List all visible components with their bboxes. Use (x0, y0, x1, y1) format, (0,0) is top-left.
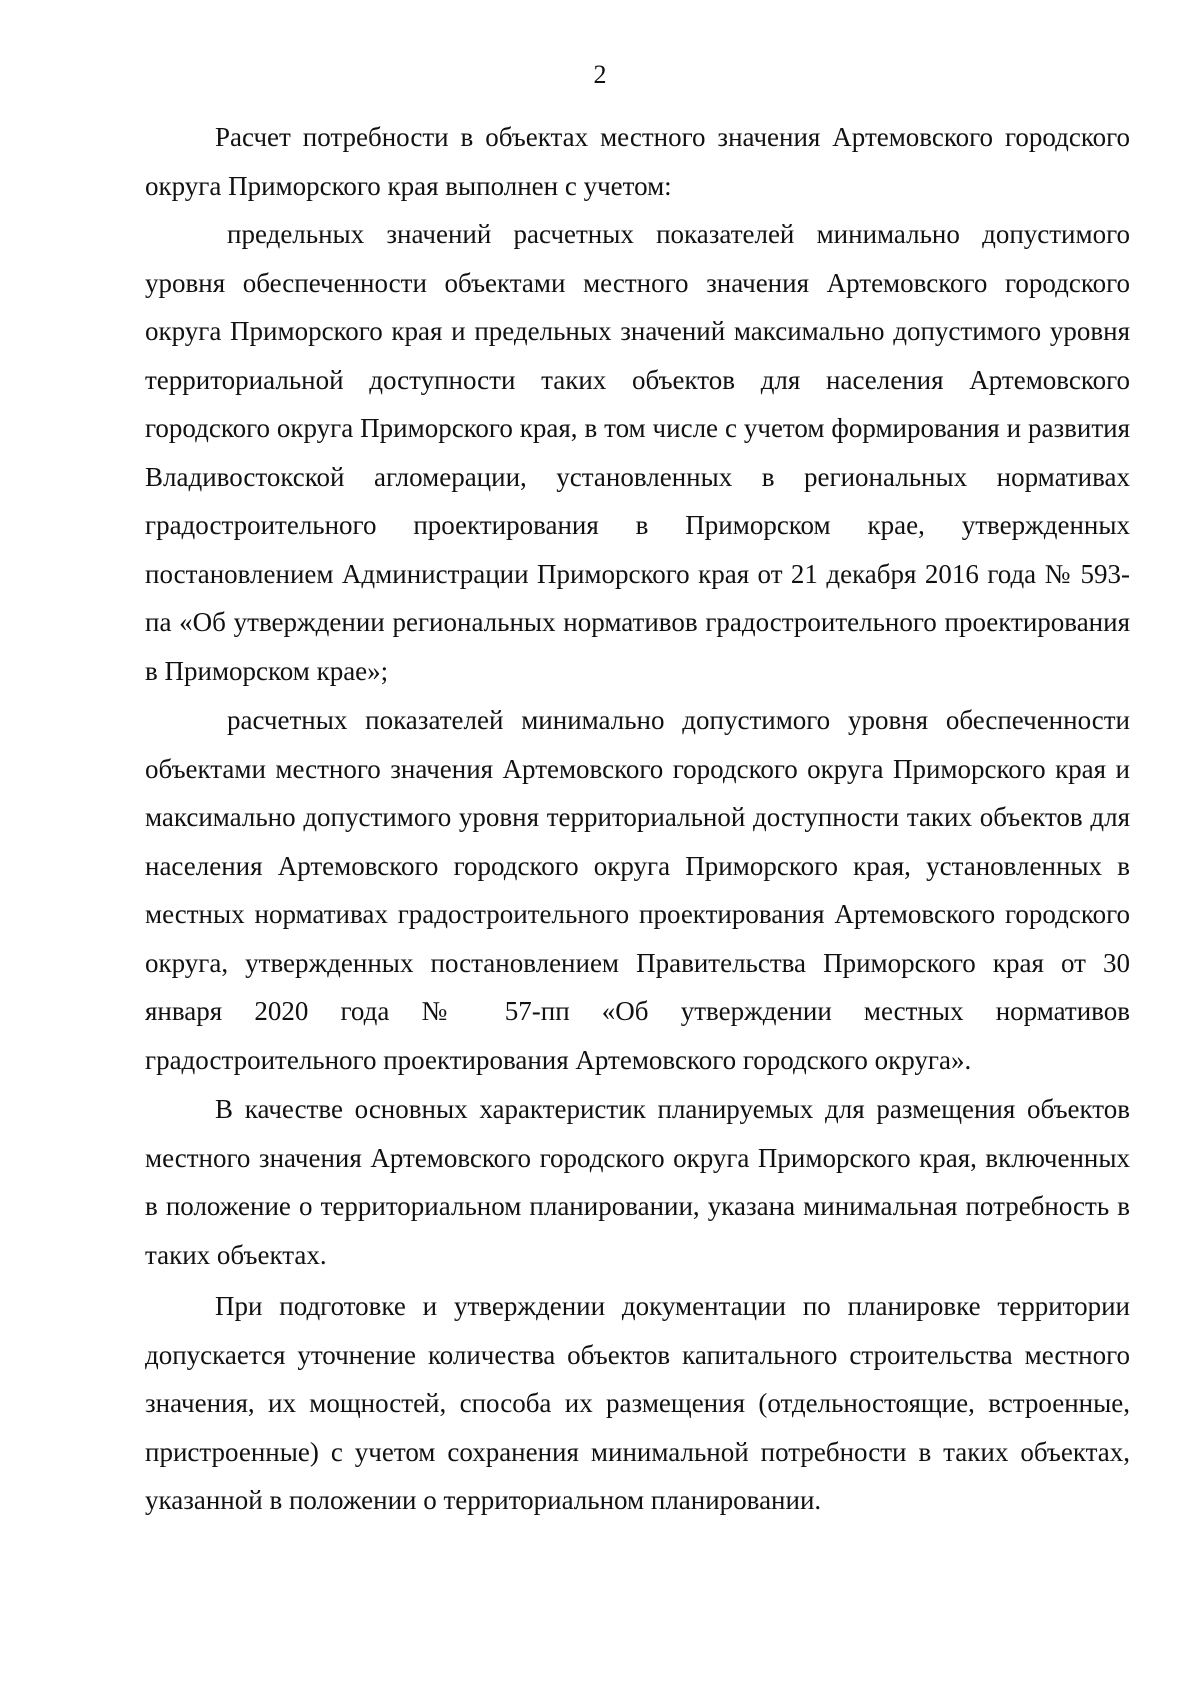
paragraph-regional-norms: предельных значений расчетных показателей минимально допустимого уровня обеспеченности объектами местного значения Артемовского городского округа Приморского края и предельных значений максимально допустимого уровня территориальной доступности таких объектов для населения Артемовского городского округа Приморского края, в том числе с учетом формирования и развития Владивостокской агломерации, установленных в региональных нормативах градостроительного проектирования в Приморском крае, утвержденных постановлением Администрации Приморского края от 21 декабря 2016 года № 593-па «Об утверждении региональных нормативов градостроительного проектирования в Приморском крае»; (145, 219, 1130, 686)
document-body (145, 113, 1130, 1525)
page-number: 2 (593, 60, 607, 89)
paragraph-characteristics: В качестве основных характеристик планируемых для размещения объектов местного значения Артемовского городского округа Приморского края, включенных в положение о территориальном планировании, указана минимальная потребность в таких объектах. (145, 1094, 1130, 1270)
paragraph-planning-docs: При подготовке и утверждении документации по планировке территории допускается уточнение количества объектов капитального строительства местного значения, их мощностей, способа их размещения (отдельностоящие, встроенные, пристроенные) с учетом сохранения минимальной потребности в таких объектах, указанной в положении о территориальном планировании. (145, 1291, 1130, 1515)
paragraph-intro: Расчет потребности в объектах местного значения Артемовского городского округа Приморского края выполнен с учетом: (145, 122, 1130, 201)
paragraph-local-norms: расчетных показателей минимально допустимого уровня обеспеченности объектами местного значения Артемовского городского округа Приморского края и максимально допустимого уровня территориальной доступности таких объектов для населения Артемовского городского округа Приморского края, установленных в местных нормативах градостроительного проектирования Артемовского городского округа, утвержденных постановлением Правительства Приморского края от 30 января 2020 года № 57-пп «Об утверждении местных нормативов градостроительного проектирования Артемовского городского округа». (145, 705, 1130, 1075)
